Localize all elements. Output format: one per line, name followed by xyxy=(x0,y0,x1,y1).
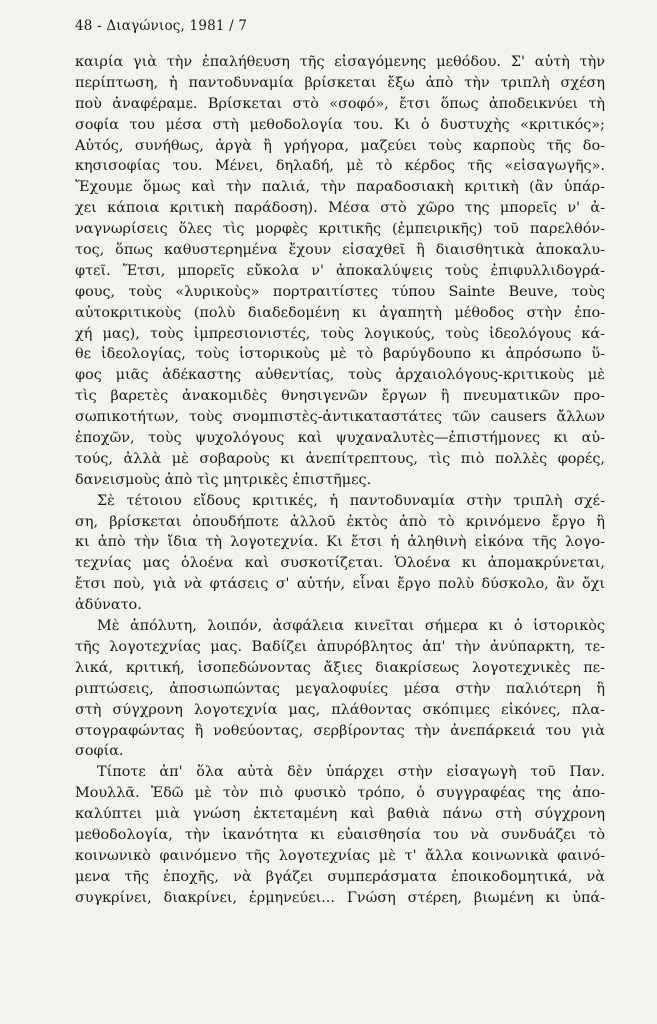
paragraph xyxy=(75,52,605,491)
text-line: ποὺ ἀναφέραμε. Βρίσκεται στὸ «σοφό», ἔτσι ὅπως ἀποδεικνύει τὴ xyxy=(75,95,605,112)
text-line: στὴ σύγχρονη λογοτεχνία μας, πλάθοντας σκόπιμες εἰκόνες, πλα- xyxy=(75,701,605,718)
text-line: Ἔχουμε ὅμως καὶ τὴν παλιά, τὴν παραδοσιακὴ κριτικὴ (ἂν ὑπάρ- xyxy=(75,179,605,196)
text-line: ἐποχῶν, τοὺς ψυχολόγους καὶ ψυχαναλυτὲς—ἐπιστήμονες κι αὐ- xyxy=(75,430,605,447)
text-line: μεθοδολογία, τὴν ἱκανότητα κι εὐαισθησία του νὰ συνδυάζει τὸ xyxy=(75,826,605,843)
paragraph xyxy=(75,616,605,762)
text-line: φος μιᾶς ἀδέκαστης αὐθεντίας, τοὺς ἀρχαιολόγους-κριτικοὺς μὲ xyxy=(75,367,605,384)
text-line: κοινωνικὸ φαινόμενο τῆς λογοτεχνίας μὲ τ' ἄλλα κοινωνικὰ φαινό- xyxy=(75,847,605,864)
text-line: θε ἰδεολογίας, τοὺς ἱστορικοὺς μὲ τὸ βαρύγδουπο κι ἀπρόσωπο ὕ- xyxy=(75,346,605,363)
text-line: ριπτώσεις, ἀποσιωπώντας μεγαλοφυίες μέσα στὴν παλιότερη ἢ xyxy=(75,680,605,697)
paragraph xyxy=(75,762,605,908)
running-head: 48 - Διαγώνιος, 1981 / 7 xyxy=(75,18,248,34)
text-line: περίπτωση, ἡ παντοδυναμία βρίσκεται ἔξω ἀπὸ τὴν τριπλὴ σχέση xyxy=(75,74,605,91)
text-line: κησισοφίας του. Μένει, δηλαδή, μὲ τὸ κέρδος τῆς «εἰσαγωγῆς». xyxy=(75,158,605,175)
text-line: Σὲ τέτοιου εἴδους κριτικές, ἡ παντοδυναμία στὴν τριπλὴ σχέ- xyxy=(97,492,605,509)
body-text xyxy=(75,52,605,909)
text-line: αὐτοκριτικοὺς (πολὺ διαδεδομένη κι ἀγαπητὴ μέθοδος στὴν ἐπο- xyxy=(75,304,605,321)
text-line: σοφία. xyxy=(75,743,124,760)
text-line: τὶς βαρετὲς ἀνακομιδὲς θνησιγενῶν ἔργων ἢ πνευματικῶν προ- xyxy=(75,388,605,405)
text-line: ση, βρίσκεται ὁπουδήποτε ἀλλοῦ ἐκτὸς ἀπὸ τὸ κρινόμενο ἔργο ἢ xyxy=(75,513,605,530)
text-line: τούς, ἀλλὰ μὲ σοβαροὺς κι ἀνεπίτρεπτους, τὶς πιὸ πολλὲς φορές, xyxy=(75,450,605,467)
text-line: φους, τοὺς «λυρικοὺς» πορτραιτίστες τύπου Sainte Beuve, τοὺς xyxy=(75,283,605,300)
text-line: τεχνίας μας ὁλοένα καὶ συσκοτίζεται. Ὁλοένα κι ἀπομακρύνεται, xyxy=(75,555,605,572)
text-line: Τίποτε ἀπ' ὅλα αὐτὰ δὲν ὑπάρχει στὴν εἰσαγωγὴ τοῦ Παν. xyxy=(97,764,605,781)
text-line: Μουλλᾶ. Ἐδῶ μὲ τὸν πιὸ φυσικὸ τρόπο, ὁ συγγραφέας της ἀπο- xyxy=(75,785,605,802)
text-line: Μὲ ἀπόλυτη, λοιπόν, ἀσφάλεια κινεῖται σήμερα κι ὁ ἱστορικὸς xyxy=(97,618,605,635)
text-line: σωπικοτήτων, τοὺς σνομπιστὲς-ἀντικαταστάτες τῶν causers ἄλλων xyxy=(75,409,605,426)
text-line: κι ἀπὸ τὴν ἴδια τὴ λογοτεχνία. Κι ἔτσι ἡ ἀληθινὴ εἰκόνα τῆς λογο- xyxy=(75,534,605,551)
text-line: τῆς λογοτεχνίας μας. Βαδίζει ἀπυρόβλητος ἀπ' τὴν ἀνύπαρκτη, τε- xyxy=(75,638,605,655)
text-line: χή μας), τοὺς ἰμπρεσιονιστές, τοὺς λογικούς, τοὺς ἰδεολόγους κά- xyxy=(75,325,605,342)
text-line: λικά, κριτική, ἰσοπεδώνοντας ἄξιες διακρίσεως λογοτεχνικὲς πε- xyxy=(75,659,605,676)
text-line: μενα τῆς ἐποχῆς, νὰ βγάζει συμπεράσματα ἐποικοδομητικά, νὰ xyxy=(75,868,605,885)
text-line: ναγνωρίσεις ὅλες τὶς μορφὲς κριτικῆς (ἐμπειρικῆς) τοῦ παρελθόν- xyxy=(75,221,605,238)
text-line: χει κάποια κριτικὴ παράδοση). Μέσα στὸ χῶρο της μπορεῖς ν' ἀ- xyxy=(75,200,605,217)
text-line: καιρία γιὰ τὴν ἐπαλήθευση τῆς εἰσαγόμενης μεθόδου. Σ' αὐτὴ τὴν xyxy=(75,54,605,70)
text-line: φτεῖ. Ἔτσι, μπορεῖς εὔκολα ν' ἀποκαλύψεις τοὺς ἐπιφυλλιδογρά- xyxy=(75,262,605,279)
text-line: ἔτσι ποὺ, γιὰ νὰ φτάσεις σ' αὐτήν, εἶναι ἔργο πολὺ δύσκολο, ἂν ὄχι xyxy=(75,576,605,593)
text-line: καλύπτει μιὰ γνώση ἐκτεταμένη καὶ βαθιὰ πάνω στὴ σύγχρονη xyxy=(75,806,605,823)
text-line: σοφία του μέσα στὴ μεθοδολογία του. Κι ὁ δυστυχὴς «κριτικός»; xyxy=(75,116,605,133)
text-line: Αὐτός, συνήθως, ἀργὰ ἢ γρήγορα, μαζεύει τοὺς καρποὺς τῆς δο- xyxy=(75,137,605,154)
text-line: τος, ὅπως καθυστερημένα ἔχουν εἰσαχθεῖ ἢ διαισθητικὰ ἀποκαλυ- xyxy=(75,242,605,259)
paragraph xyxy=(75,491,605,616)
text-line: στογραφώντας ἢ νοθεύοντας, σερβίροντας τὴν ἀνεπάρκειά του γιὰ xyxy=(75,722,605,739)
text-line: δανεισμοὺς ἀπὸ τὶς μητρικὲς ἐπιστῆμες. xyxy=(75,471,372,488)
text-line: ἀδύνατο. xyxy=(75,597,142,614)
text-line: συγκρίνει, διακρίνει, ἑρμηνεύει... Γνώση στέρεη, βιωμένη κι ὑπά- xyxy=(75,889,605,906)
